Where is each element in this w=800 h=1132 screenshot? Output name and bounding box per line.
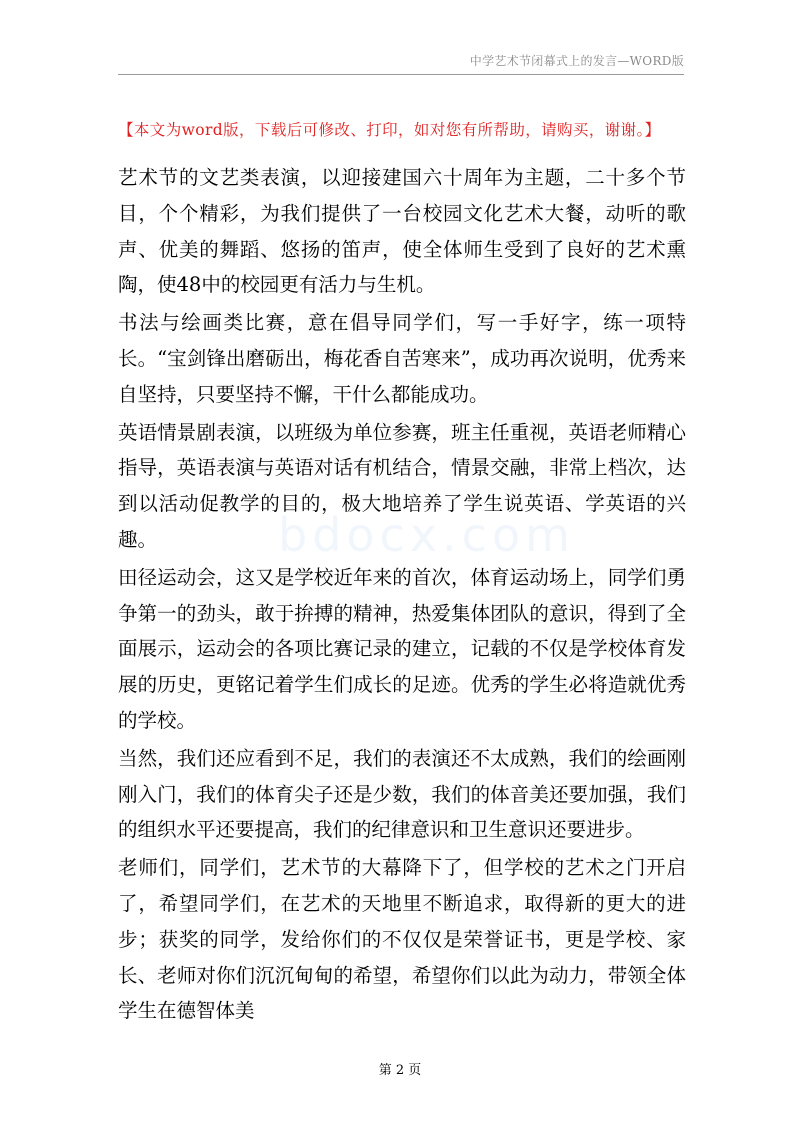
page-header	[118, 52, 684, 75]
document-title: 中学艺术节闭幕式上的发言—WORD版	[469, 54, 684, 68]
paragraph-calligraphy-painting: 书法与绘画类比赛，意在倡导同学们，写一手好字，练一项特长。“宝剑锋出磨砺出，梅花香自苦寒来”，成功再次说明，优秀来自坚持，只要坚持不懈，干什么都能成功。	[118, 311, 686, 406]
page-number: 第 2 页	[378, 1063, 422, 1078]
purchase-notice: 【本文为word版，下载后可修改、打印，如对您有所帮助，请购买，谢谢。】	[118, 121, 661, 139]
paragraph-shortcomings: 当然，我们还应看到不足，我们的表演还不太成熟，我们的绘画刚刚入门，我们的体育尖子还是少数，我们的体音美还要加强，我们的组织水平还要提高，我们的纪律意识和卫生意识还要进步。	[118, 746, 686, 842]
paragraph-sports-meet: 田径运动会，这又是学校近年来的首次，体育运动场上，同学们勇争第一的劲头，敢于拚搏的精神，热爱集体团队的意识，得到了全面展示，运动会的各项比赛记录的建立，记载的不仅是学校体育发展的历史，更铭记着学生们成长的足迹。优秀的学生必将造就优秀的学校。	[118, 565, 686, 732]
watermark: bdocx.com	[278, 508, 575, 562]
document-body	[118, 160, 686, 1031]
paragraph-english-drama: 英语情景剧表演，以班级为单位参赛，班主任重视，英语老师精心指导，英语表演与英语对话有机结合，情景交融，非常上档次，达到以活动促教学的目的，极大地培养了学生说英语、学英语的兴趣。	[118, 420, 686, 551]
paragraph-arts-performance: 艺术节的文艺类表演，以迎接建国六十周年为主题，二十多个节目，个个精彩，为我们提供了一台校园文化艺术大餐，动听的歌声、优美的舞蹈、悠扬的笛声，使全体师生受到了良好的艺术熏陶，使48中的校园更有活力与生机。	[118, 166, 686, 297]
paragraph-closing-remarks: 老师们，同学们，艺术节的大幕降下了，但学校的艺术之门开启了，希望同学们，在艺术的天地里不断追求，取得新的更大的进步；获奖的同学，发给你们的不仅仅是荣誉证书，更是学校、家长、老师对你们沉沉甸甸的希望，希望你们以此为动力，带领全体学生在德智体美	[118, 856, 686, 1023]
